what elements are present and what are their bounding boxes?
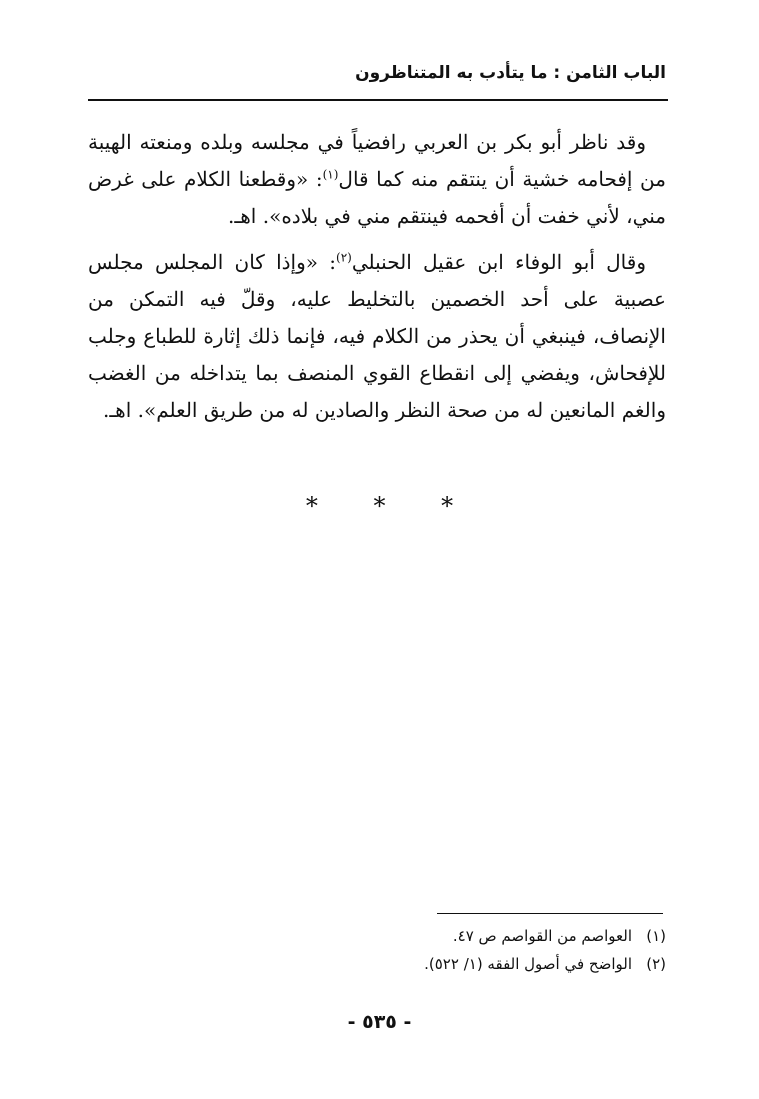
body-text (88, 124, 666, 429)
paragraph-1-quote: : «وقطعنا الكلام على غرض مني، لأني خفت أن أفحمه فينتقم مني في بلاده». اهـ. (88, 167, 666, 228)
footnote-number: (١) (646, 927, 666, 945)
footnote-number: (٢) (646, 955, 666, 973)
footnote-text: العواصم من القواصم ص ٤٧. (452, 927, 632, 945)
footnote-rule (437, 913, 663, 914)
paragraph-1 (88, 124, 666, 235)
header-rule (88, 99, 668, 101)
section-separator: * * * (305, 492, 478, 520)
footnote-item (300, 922, 666, 950)
footnote-item (300, 950, 666, 978)
running-head: الباب الثامن : ما يتأدب به المتناظرون (355, 63, 666, 83)
footnote-ref-2[interactable]: (٢) (336, 250, 352, 265)
footnote-text: الواضح في أصول الفقه (١/ ٥٢٢). (424, 955, 632, 973)
paragraph-2-quote: : «وإذا كان المجلس مجلس عصبية على أحد الخصمين بالتخليط عليه، وقلّ فيه التمكن من الإنصاف، فينبغي أن يحذر من الكلام فيه، فإنما ذلك إثارة للطباع وجلب للإفحاش، ويفضي إلى انقطاع القوي المنصف بما يتداخله من الغضب والغم المانعين له من صحة النظر والصادين له من طريق العلم». اهـ. (88, 250, 666, 422)
page-number: - ٥٣٥ - (347, 1011, 412, 1033)
footnotes (300, 922, 666, 978)
footnote-ref-1[interactable]: (١) (322, 167, 339, 182)
paragraph-1-text: وقد ناظر أبو بكر بن العربي رافضياً في مجلسه وبلده ومنعته الهيبة من إفحامه خشية أن ينتقم منه كما قال (88, 130, 666, 191)
paragraph-2 (88, 244, 666, 429)
paragraph-2-text: وقال أبو الوفاء ابن عقيل الحنبلي (351, 250, 646, 274)
